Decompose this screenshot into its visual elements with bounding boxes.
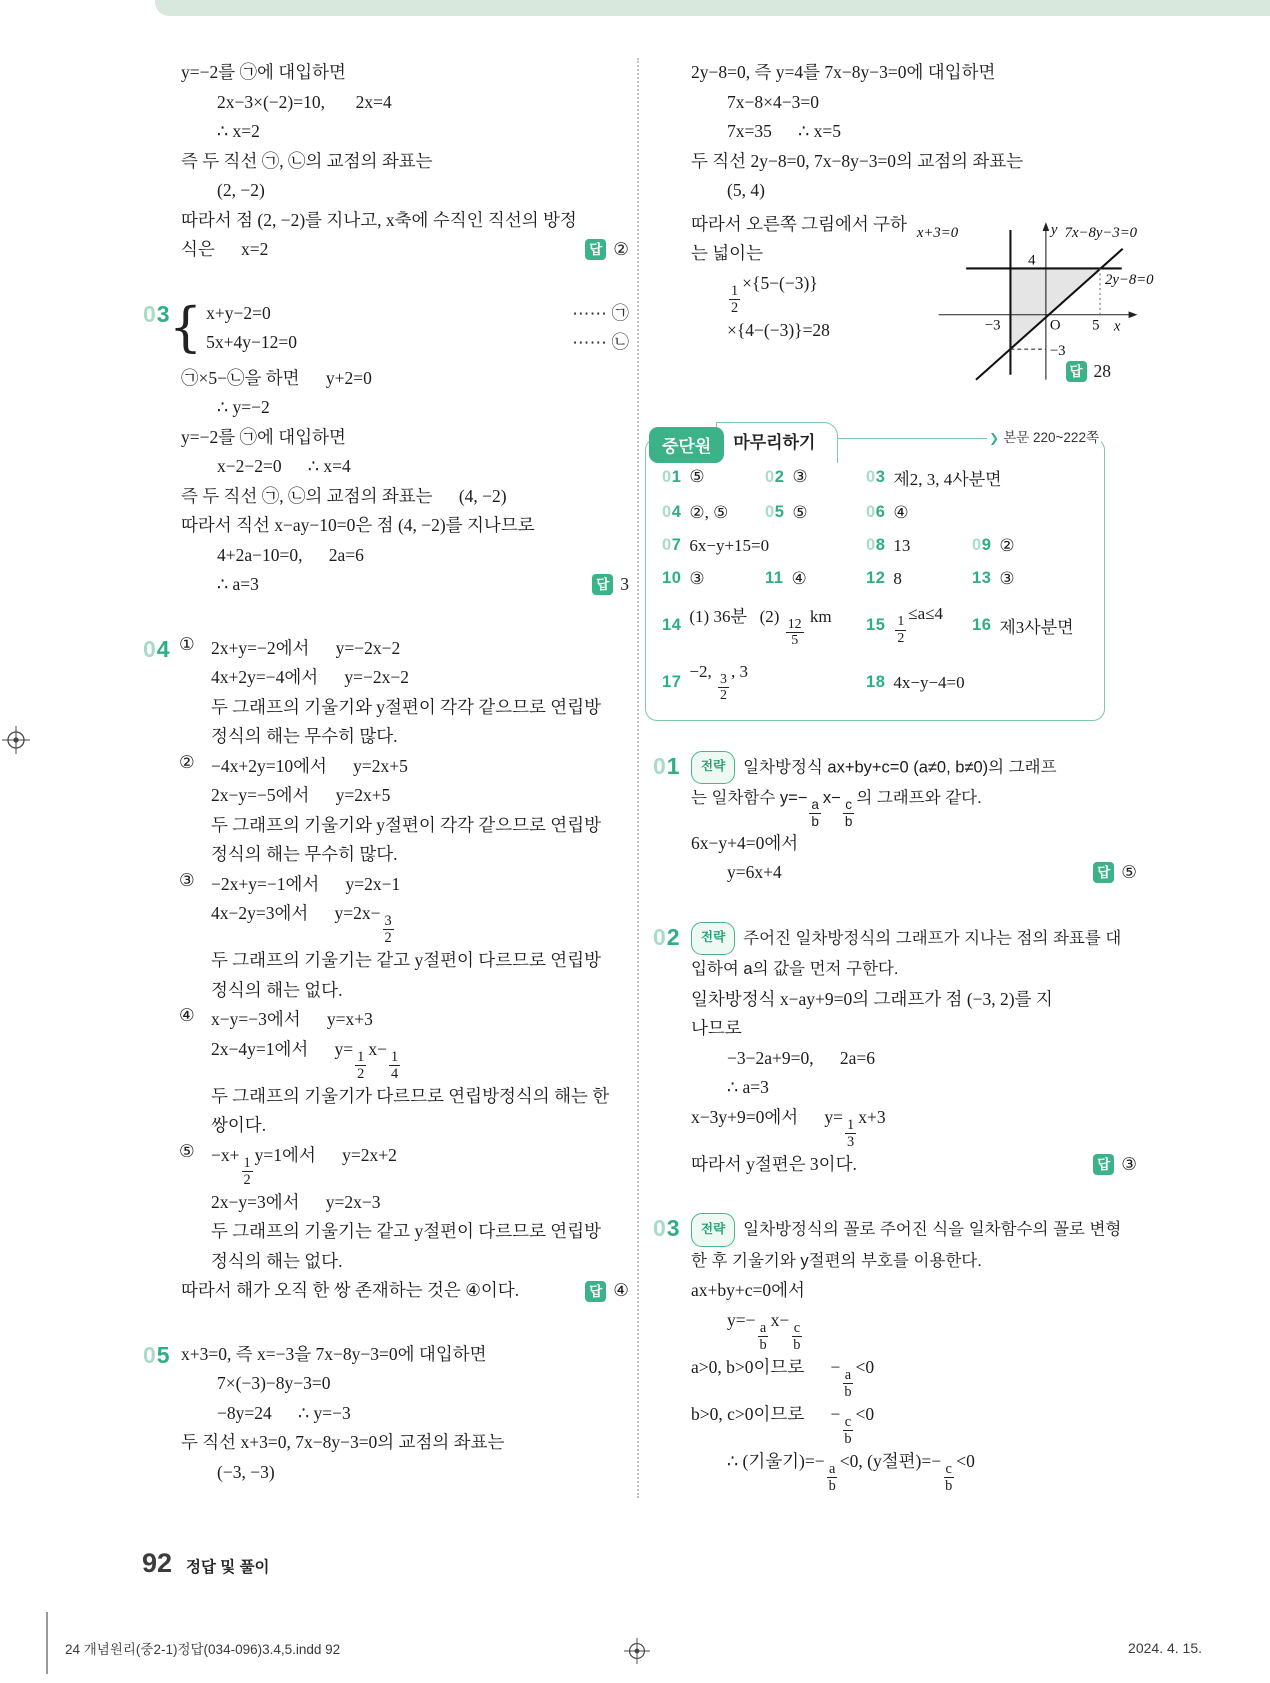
answer-line [181,235,629,265]
solution-number: 03 [143,300,171,327]
equation-line: (2, −2) [217,180,265,200]
text-line: ax+by+c=0에서 [691,1280,805,1301]
answer-line [691,858,1137,888]
figure-tick-minus3-y: −3 [1049,342,1066,359]
equation-line: 2x−3×(−2)=10, 2x=4 [217,91,392,112]
chevron-icon: ❯ [989,430,1000,445]
equation-line: $\frac{1}{2}$ ×{5−(−3)} [731,272,818,316]
equation-line: −3−2a+9=0, 2a=6 [727,1047,876,1068]
answer-badge: 답 [1093,862,1114,883]
equation-system [169,297,629,359]
answer-cell-01: 01 ⑤ [662,467,705,486]
equation-line: (−3, −3) [217,1461,275,1482]
print-date: 2024. 4. 15. [1128,1640,1202,1656]
choice-item-5 [181,1141,629,1277]
equation-line: 2x−y=3에서 y=2x−3 [211,1191,381,1212]
answer-grid [662,465,1096,704]
answer-cell-15: 15 $\frac{1}{2}$ ≤a≤4 [866,604,944,646]
system-row: x+y−2=0 ⋯⋯ ㉠ [206,299,629,329]
answer-cell-11: 11 ④ [765,568,807,588]
answer-badge-group [1093,1150,1137,1180]
text-line: 정식의 해는 없다. [211,1250,343,1271]
strategy-badge: 전략 [691,751,735,785]
answer-value: ⑤ [1121,862,1137,883]
figure-label-horizontal-line: 2y−8=0 [1104,271,1154,288]
solution-number: 02 [653,923,681,950]
equation-line: ∴ a=3 [727,1077,769,1098]
answer-text: ∴ a=3 [217,574,259,594]
summary-title: 마무리하기 [716,422,838,463]
answer-badge-group [1093,858,1137,888]
text-line: 따라서 점 (2, −2)를 지나고, x축에 수직인 직선의 방정 [181,209,577,230]
answer-cell-07: 07 6x−y+15=0 [662,535,770,555]
equation-line: (5, 4) [727,180,765,200]
equation-line: a>0, b>0이므로 − $\frac{a}{b}$ <0 [691,1356,875,1401]
equation-line: −x+ $\frac{1}{2}$ y=1에서 y=2x+2 [211,1144,397,1188]
strategy-line: 입하여 a의 값을 먼저 구한다. [691,960,899,979]
answer-cell-06: 06 ④ [866,502,909,522]
equation-line: b>0, c>0이므로 − $\frac{c}{b}$ <0 [691,1404,875,1448]
equation-line: 2x−y=−5에서 y=2x+5 [211,785,391,805]
equation-line: −8y=24 ∴ y=−3 [217,1402,351,1423]
answer-value: 28 [1093,360,1111,381]
figure-tick-4: 4 [1028,252,1036,269]
equation-line: 4x−2y=3에서 y=2x− $\frac{3}{2}$ [211,903,392,947]
answer-badge: 답 [592,574,613,595]
solution-01 [655,751,1137,888]
text-line: 따라서 직선 x−ay−10=0은 점 (4, −2)를 지나므로 [181,515,535,535]
choice-marker: ⑤ [179,1140,195,1161]
answer-line [181,1276,629,1306]
figure-label-x-axis: x [1113,317,1121,334]
figure-tick-5: 5 [1092,317,1100,334]
choice-item-4 [181,1005,629,1141]
equation-line: x−y=−3에서 y=x+3 [211,1009,373,1030]
system-brace: { [169,297,203,359]
equation-line: y=− $\frac{a}{b}$ x− $\frac{c}{b}$ [727,1309,801,1353]
figure-row [691,210,1154,386]
text-line: 두 직선 x+3=0, 7x−8y−3=0의 교점의 좌표는 [181,1432,505,1453]
strategy-line: 는 일차함수 y=− $\frac{a}{b}$ x− $\frac{c}{b}$ 의 그래프와 같다. [691,789,982,829]
answer-value: ④ [613,1280,629,1301]
midunit-summary-box [645,429,1105,721]
footer-section-title: 정답 및 풀이 [186,1559,270,1576]
answer-cell-14: 14 (1) 36분 (2) $\frac{12}{5}$ km [662,606,832,649]
answer-cell-16: 16 제3사분면 [972,615,1074,637]
text-line: y=−2를 ㉠에 대입하면 [181,426,346,447]
equation-line: 7×(−3)−8y−3=0 [217,1373,331,1394]
answer-cell-09: 09 ② [972,535,1015,555]
solution-05 [145,1340,629,1488]
strategy-line: 한 후 기울기와 y절편의 부호를 이용한다. [691,1251,982,1270]
text-line: 나므로 [691,1018,742,1039]
registration-mark-center [624,1638,650,1664]
choice-marker: ① [179,633,195,654]
page-number: 92 [142,1548,173,1578]
text-line: x+3=0, 즉 x=−3을 7x−8y−3=0에 대입하면 [181,1343,487,1364]
equation-line: −2x+y=−1에서 y=2x−1 [211,873,401,894]
answer-text: 식은 x=2 [181,239,269,259]
answer-badge: 답 [585,1281,606,1302]
equation-line: 7x=35 ∴ x=5 [727,121,841,141]
answer-badge: 답 [585,239,606,260]
answer-badge-group [592,570,629,600]
choice-item-1 [181,634,629,752]
solution-number: 04 [143,635,171,662]
answer-cell-03: 03 제2, 3, 4사분면 [866,467,1002,489]
equation-ref: ⋯⋯ ㉠ [572,302,629,323]
equation-line: ∴ x=2 [217,121,260,141]
choice-item-2 [181,752,629,870]
text-line: 는 넓이는 [691,243,763,263]
text-line: 두 그래프의 기울기와 y절편이 각각 같으므로 연립방 [211,814,602,835]
answer-text: 따라서 y절편은 3이다. [691,1153,857,1174]
equation-line: 7x−8×4−3=0 [727,91,819,112]
figure-origin: O [1049,317,1061,334]
text-line: 두 그래프의 기울기와 y절편이 각각 같으므로 연립방 [211,696,602,717]
text-line: 쌍이다. [211,1115,267,1136]
equation-line: x−3y+9=0에서 y= $\frac{1}{3}$ x+3 [691,1106,886,1150]
answer-cell-05: 05 ⑤ [765,502,808,522]
equation-line: −4x+2y=10에서 y=2x+5 [211,755,408,776]
answer-value: ③ [1121,1153,1137,1174]
page-top-accent-bar [155,0,1270,16]
solution-number: 03 [653,1215,681,1242]
column-divider [637,58,639,1498]
text-line: 두 직선 2y−8=0, 7x−8y−3=0의 교점의 좌표는 [691,150,1024,171]
crop-mark [46,1612,48,1674]
answer-value: 3 [620,574,629,594]
strategy-badge: 전략 [691,922,735,956]
text-line: 6x−y+4=0에서 [691,832,799,853]
page-footer [142,1548,270,1579]
answer-cell-18: 18 4x−y−4=0 [866,672,965,692]
solution-02 [655,922,1137,1180]
figure-tick-minus3-x: −3 [984,317,1001,334]
answer-cell-12: 12 8 [866,568,902,588]
left-column [145,58,629,1487]
answer-value: ② [613,239,629,259]
right-column [653,58,1154,1495]
answer-badge-group [1066,361,1112,382]
equation-line: 2x−4y=1에서 y= $\frac{1}{2}$ x− $\frac{1}{4}$ [211,1038,399,1082]
text-line: 두 그래프의 기울기는 같고 y절편이 다르므로 연립방 [211,950,602,971]
equation-line: 4+2a−10=0, 2a=6 [217,544,364,565]
textbook-page-reference: ❯ 본문 220~222쪽 [987,426,1101,446]
answer-cell-13: 13 ③ [972,568,1015,588]
choice-marker: ③ [179,869,195,890]
text-line: 두 그래프의 기울기는 같고 y절편이 다르므로 연립방 [211,1221,602,1242]
answer-line [181,570,629,600]
equation-line: ∴ y=−2 [217,397,270,417]
answer-badge: 답 [1066,361,1087,382]
equation-ref: ⋯⋯ ㉡ [572,332,629,352]
answer-line [691,1150,1137,1180]
figure-label-vertical-line: x+3=0 [916,224,959,241]
solution-number: 05 [143,1341,171,1368]
text-line: y=−2를 ㉠에 대입하면 [181,62,346,82]
text-line: 정식의 해는 무수히 많다. [211,726,398,746]
answer-badge-group [585,235,629,265]
equation-line: ×{4−(−3)}=28 [727,319,830,340]
text-line: 따라서 오른쪽 그림에서 구하 [691,213,907,234]
text-line: 즉 두 직선 ㉠, ㉡의 교점의 좌표는 (4, −2) [181,485,507,506]
choice-marker: ④ [179,1005,195,1026]
text-line: 두 그래프의 기울기가 다르므로 연립방정식의 해는 한 [211,1085,610,1106]
answer-cell-04: 04 ②, ⑤ [662,502,729,522]
text-line: 즉 두 직선 ㉠, ㉡의 교점의 좌표는 [181,150,433,171]
strategy-badge: 전략 [691,1213,735,1247]
solution-04 [145,634,629,1306]
text-line: 정식의 해는 무수히 많다. [211,844,398,864]
text-line: ㉠×5−㉡을 하면 y+2=0 [181,367,372,388]
text-line: 2y−8=0, 즉 y=4를 7x−8y−3=0에 대입하면 [691,62,996,82]
answer-text: y=6x+4 [727,862,782,883]
solution-03-right [655,1213,1137,1494]
solution-number: 01 [653,752,681,779]
figure-label-diagonal-line: 7x−8y−3=0 [1064,224,1138,241]
answer-cell-08: 08 13 [866,535,911,555]
registration-mark-left [2,726,30,754]
solution-05-continued [655,58,1154,386]
solution-03 [145,299,629,600]
answer-text: 따라서 해가 오직 한 쌍 존재하는 것은 ④이다. [181,1280,520,1301]
strategy-line: 전략 일차방정식의 꼴로 주어진 식을 일차함수의 꼴로 변형 [691,1213,1137,1247]
equation-line: 2x+y=−2에서 y=−2x−2 [211,637,401,658]
answer-badge-group [585,1276,629,1306]
answer-cell-17: 17 −2, $\frac{3}{2}$ , 3 [662,661,748,704]
print-info: 24 개념원리(중2-1)정답(034-096)3.4,5.indd 92 [65,1642,341,1657]
choice-marker: ② [179,751,195,772]
equation-line: ∴ (기울기)=− $\frac{a}{b}$ <0, (y절편)=− $\frac{c}{b}$ <0 [727,1451,975,1495]
answer-badge: 답 [1093,1154,1114,1175]
strategy-line: 전략 일차방정식 ax+by+c=0 (a≠0, b≠0)의 그래프 [691,751,1137,785]
system-row: 5x+4y−12=0 ⋯⋯ ㉡ [206,328,629,358]
coordinate-plane-figure [911,210,1167,386]
equation-line: x−2−2=0 ∴ x=4 [217,456,351,476]
text-line: 일차방정식 x−ay+9=0의 그래프가 점 (−3, 2)를 지 [691,988,1053,1009]
answer-cell-02: 02 ③ [765,467,808,486]
choice-item-3 [181,870,629,1006]
summary-tab-label: 중단원 [649,427,724,463]
strategy-line: 전략 주어진 일차방정식의 그래프가 지나는 점의 좌표를 대 [691,922,1137,956]
text-line: 정식의 해는 없다. [211,979,343,1000]
solution-prev-continued [145,58,629,265]
figure-label-y-axis: y [1050,221,1058,238]
equation-line: 4x+2y=−4에서 y=−2x−2 [211,667,410,687]
answer-cell-10: 10 ③ [662,568,705,588]
